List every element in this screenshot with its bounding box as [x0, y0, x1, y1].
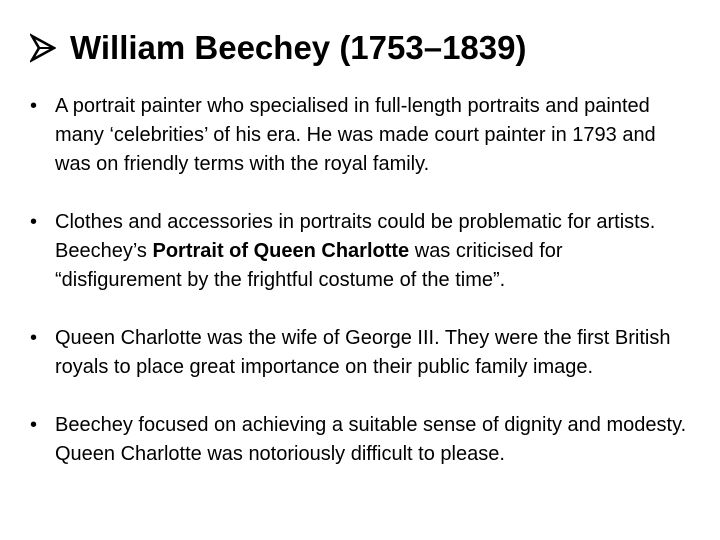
bullet-text: A portrait painter who specialised in full-length portraits and painted many ‘celebrities’ of his era. He was made court painter in 1793 and was on friendly terms with the royal family.	[55, 95, 656, 175]
bullet-dot: •	[30, 211, 38, 233]
bullet-item	[30, 208, 690, 295]
bullet-text: Beechey focused on achieving a suitable sense of dignity and modesty. Queen Charlotte was notoriously difficult to please.	[55, 414, 687, 465]
bullet-dot: •	[30, 327, 38, 349]
bullet-item	[30, 324, 690, 382]
arrow-bullet-icon	[30, 33, 56, 63]
bullet-list	[30, 92, 690, 498]
bullet-dot: •	[30, 414, 38, 436]
bullet-text-continued: was criticised for “disfigurement by the frightful costume of the time”.	[55, 240, 563, 291]
bullet-dot: •	[30, 95, 38, 117]
bullet-text: Queen Charlotte was the wife of George III. They were the first British royals to place great importance on their public family image.	[55, 327, 671, 378]
bullet-item	[30, 92, 690, 179]
slide-title-row	[30, 26, 710, 70]
slide-title: William Beechey (1753–1839)	[70, 29, 527, 66]
bullet-text: Clothes and accessories in portraits could be problematic for artists. Beechey’s	[55, 211, 656, 262]
bullet-item	[30, 411, 690, 469]
artwork-title: Portrait of Queen Charlotte	[152, 240, 410, 262]
